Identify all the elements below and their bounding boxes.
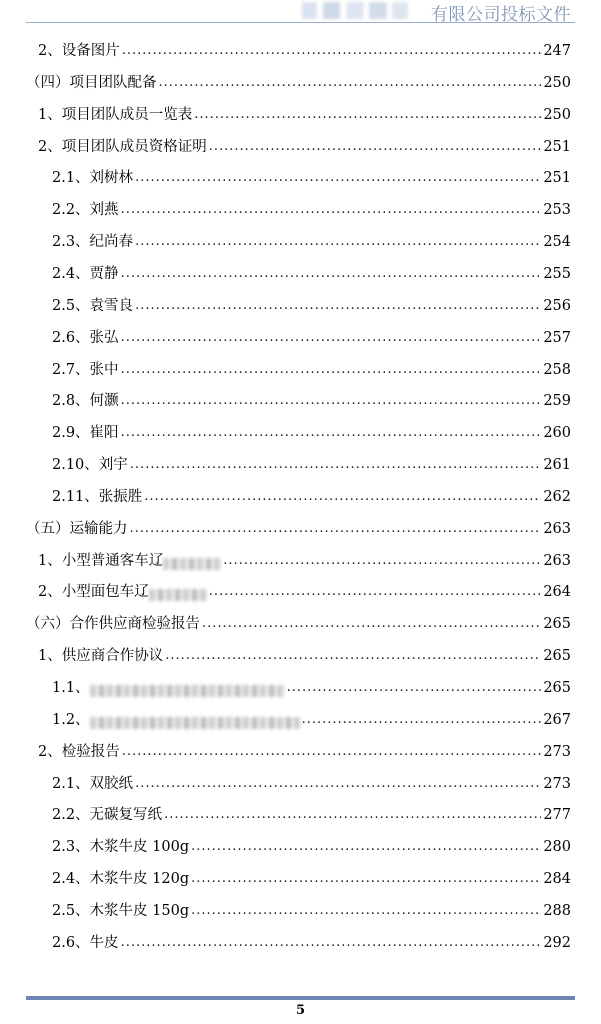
- toc-entry[interactable]: [52, 325, 571, 347]
- toc-leader-dots: [144, 488, 541, 506]
- toc-entry-page: 284: [543, 871, 571, 888]
- toc-leader-dots: [194, 106, 541, 124]
- toc-entry[interactable]: [52, 229, 571, 251]
- toc-leader-dots: [202, 615, 541, 633]
- toc-entry[interactable]: [52, 420, 571, 442]
- toc-leader-dots: [121, 201, 542, 219]
- toc-entry-label: 2.8、何灏: [52, 393, 119, 410]
- toc-entry-page: 265: [543, 616, 571, 633]
- toc-entry[interactable]: [52, 165, 571, 187]
- toc-entry-label: 2、小型面包车辽: [38, 584, 149, 601]
- toc-entry-page: 260: [543, 425, 571, 442]
- toc-entry-page: 277: [543, 807, 571, 824]
- toc-leader-dots: [302, 711, 542, 729]
- toc-entry[interactable]: [52, 707, 571, 729]
- toc-leader-dots: [122, 743, 542, 761]
- toc-entry-page: 273: [543, 743, 571, 760]
- toc-entry-label: 2.4、贾静: [52, 265, 119, 282]
- toc-entry-page: 254: [543, 234, 571, 251]
- toc-entry-label: 2.3、纪尚春: [52, 234, 134, 251]
- toc-entry[interactable]: [52, 484, 571, 506]
- toc-entry-label: 2.9、崔阳: [52, 425, 119, 442]
- redacted-company-name: [302, 2, 408, 19]
- toc-entry-page: 263: [543, 552, 571, 569]
- toc-leader-dots: [135, 297, 541, 315]
- toc-entry[interactable]: [38, 548, 571, 570]
- toc-entry-page: 255: [543, 265, 571, 282]
- toc-leader-dots: [191, 838, 541, 856]
- toc-entry-page: 258: [543, 361, 571, 378]
- toc-entry-label: 2.6、张弘: [52, 329, 119, 346]
- toc-entry-label: （四）项目团队配备: [26, 74, 157, 91]
- toc-leader-dots: [121, 361, 542, 379]
- toc-leader-dots: [121, 392, 542, 410]
- toc-entry-page: 273: [543, 775, 571, 792]
- toc-leader-dots: [121, 424, 542, 442]
- toc-leader-dots: [191, 870, 541, 888]
- toc-entry[interactable]: [52, 357, 571, 379]
- toc-entry-page: 250: [543, 106, 571, 123]
- toc-entry[interactable]: [26, 516, 571, 538]
- page-number: 5: [295, 1003, 306, 1018]
- toc-entry-label: （五）运输能力: [26, 520, 128, 537]
- toc-entry-page: 257: [543, 329, 571, 346]
- toc-leader-dots: [122, 42, 542, 60]
- toc-entry-redacted-text: [90, 685, 285, 697]
- toc-entry-label: 2、项目团队成员资格证明: [38, 138, 207, 155]
- toc-entry-page: 265: [543, 648, 571, 665]
- toc-entry-label: 1、供应商合作协议: [38, 648, 164, 665]
- toc-entry[interactable]: [52, 452, 571, 474]
- toc-leader-dots: [135, 233, 541, 251]
- toc-entry[interactable]: [52, 898, 571, 920]
- toc-entry-redacted-text: [90, 717, 300, 729]
- toc-entry-page: 247: [543, 43, 571, 59]
- toc-entry-label: 1、小型普通客车辽: [38, 552, 164, 569]
- toc-entry-label: 1.1、: [52, 680, 90, 696]
- toc-entry-page: 253: [543, 202, 571, 219]
- toc-leader-dots: [159, 74, 542, 92]
- toc-entry-label: 2.11、张振胜: [52, 488, 143, 505]
- toc-entry-label: 2.5、木浆牛皮 150g: [52, 902, 190, 919]
- toc-leader-dots: [130, 520, 542, 538]
- toc-leader-dots: [209, 138, 542, 156]
- toc-leader-dots: [135, 169, 541, 187]
- toc-entry-page: 263: [543, 520, 571, 537]
- toc-entry-label: 2.4、木浆牛皮 120g: [52, 871, 190, 888]
- toc-entry-label: 2.1、双胶纸: [52, 775, 134, 792]
- toc-leader-dots: [209, 583, 542, 601]
- header-title: 有限公司投标文件: [431, 5, 571, 25]
- toc-entry-page: 265: [543, 680, 571, 696]
- toc-entry[interactable]: [26, 611, 571, 633]
- toc-entry[interactable]: [38, 38, 571, 60]
- toc-leader-dots: [287, 679, 542, 697]
- toc-entry[interactable]: [52, 293, 571, 315]
- toc-entry[interactable]: [52, 771, 571, 793]
- toc-entry-page: 292: [543, 934, 571, 951]
- toc-entry-page: 259: [543, 393, 571, 410]
- toc-entry-label: 1、项目团队成员一览表: [38, 106, 193, 123]
- toc-entry-label: 2.1、刘树林: [52, 170, 134, 187]
- footer-divider: [26, 996, 575, 1000]
- toc-entry-page: 251: [543, 170, 571, 187]
- toc-leader-dots: [121, 329, 542, 347]
- toc-leader-dots: [121, 265, 542, 283]
- toc-entry-label: 1.2、: [52, 711, 90, 728]
- toc-entry-label: 2.3、木浆牛皮 100g: [52, 839, 190, 856]
- toc-entry[interactable]: [52, 388, 571, 410]
- page-header: [0, 0, 601, 24]
- toc-leader-dots: [165, 647, 541, 665]
- header-divider: [26, 22, 575, 23]
- toc-entry[interactable]: [38, 102, 571, 124]
- toc-entry[interactable]: [52, 197, 571, 219]
- toc-entry[interactable]: [52, 675, 571, 697]
- toc-entry[interactable]: [38, 643, 571, 665]
- toc-leader-dots: [121, 934, 542, 952]
- toc-entry-label: 2.5、袁雪良: [52, 297, 134, 314]
- toc-entry[interactable]: [26, 70, 571, 92]
- toc-entry[interactable]: [52, 802, 571, 824]
- toc-entry-label: （六）合作供应商检验报告: [26, 616, 200, 633]
- toc-entry[interactable]: [52, 834, 571, 856]
- toc-leader-dots: [135, 775, 541, 793]
- toc-entry-redacted-text: [163, 558, 221, 570]
- toc-entry-label: 2、检验报告: [38, 743, 120, 760]
- toc-entry-page: 288: [543, 902, 571, 919]
- toc-entry-page: 262: [543, 488, 571, 505]
- toc-entry[interactable]: [38, 739, 571, 761]
- toc-entry-page: 250: [543, 74, 571, 91]
- toc-entry-label: 2.7、张中: [52, 361, 119, 378]
- toc-entry-page: 251: [543, 138, 571, 155]
- toc-entry-label: 2.2、无碳复写纸: [52, 807, 163, 824]
- toc-entry-label: 2.6、牛皮: [52, 934, 119, 951]
- toc-entry[interactable]: [52, 261, 571, 283]
- toc-leader-dots: [223, 552, 541, 570]
- toc-entry-page: 256: [543, 297, 571, 314]
- toc-leader-dots: [191, 902, 541, 920]
- toc-entry-label: 2.2、刘燕: [52, 202, 119, 219]
- toc-entry-page: 261: [543, 457, 571, 474]
- toc-entry-page: 267: [543, 711, 571, 728]
- toc-entry[interactable]: [38, 579, 571, 601]
- toc-entry-label: 2.10、刘宇: [52, 457, 128, 474]
- toc-leader-dots: [130, 456, 542, 474]
- toc-entry[interactable]: [52, 930, 571, 952]
- toc-entry[interactable]: [52, 866, 571, 888]
- toc-entry[interactable]: [38, 134, 571, 156]
- toc-leader-dots: [164, 806, 541, 824]
- toc-entry-page: 264: [543, 584, 571, 601]
- toc-entry-redacted-text: [149, 589, 207, 601]
- toc-entry-page: 280: [543, 839, 571, 856]
- toc-entry-label: 2、设备图片: [38, 43, 120, 59]
